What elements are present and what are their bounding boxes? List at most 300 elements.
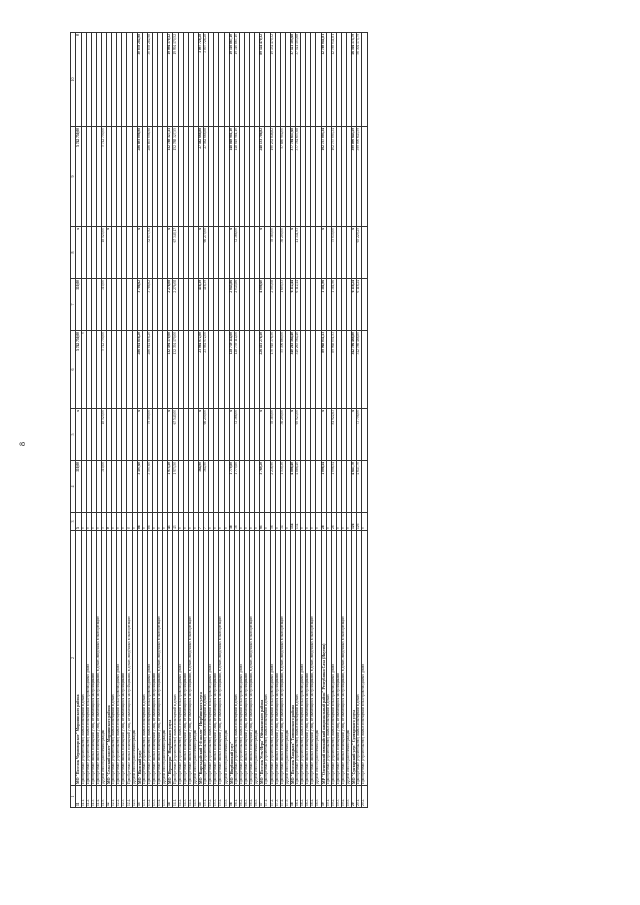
cell-name: Приобретение жилых помещений у лиц, не являющихся застройщиками, в домах, введённых в эксплуатацию xyxy=(280,531,285,786)
cell-c8: 67 340,17 xyxy=(173,227,178,279)
cell-c8: x xyxy=(229,227,234,279)
cell-c3: 58 xyxy=(270,513,275,531)
cell-no: 15.5. xyxy=(224,786,229,808)
table-container xyxy=(70,33,585,808)
cell-c5: x xyxy=(321,409,326,461)
cell-name: Приобретение (строительство) жилых помещений в домах xyxy=(142,531,147,786)
cell-c5: 79 509,00 xyxy=(147,409,152,461)
cell-c3: 0 xyxy=(158,513,163,531)
cell-c4: 3 597,60 xyxy=(147,461,152,513)
cell-no: 19.5. xyxy=(347,786,352,808)
cell-c3: 0 xyxy=(336,513,341,531)
cell-c7: 6 112,44 xyxy=(290,279,295,331)
cell-name: МО "Кыргыдайский 1-й наслег" Нюрбинского улуса xyxy=(198,531,203,786)
cell-c10 xyxy=(362,33,367,127)
cell-c7 xyxy=(362,279,367,331)
cell-c8: x xyxy=(137,227,142,279)
cell-no: 11.5. xyxy=(101,786,106,808)
cell-name: Приобретение жилых помещений у лиц, не являющихся застройщиками, в домах, введённых в эксплуатацию xyxy=(188,531,193,786)
cell-c8: x xyxy=(352,227,357,279)
cell-c8: 75 035,00 xyxy=(331,227,336,279)
cell-c8: 18 525,00 xyxy=(101,227,106,279)
cell-c3: 0 xyxy=(122,513,127,531)
cell-no: 13.2. xyxy=(147,786,152,808)
cell-c3: 28 xyxy=(331,513,336,531)
cell-no: 17.1. xyxy=(265,786,270,808)
cell-c3: 86 xyxy=(147,513,152,531)
cell-c3: 0 xyxy=(107,513,112,531)
cell-c6: 128 739 114,00 xyxy=(229,331,234,409)
cell-name: Приобретение жилых помещений у лиц, не являющихся застройщиками xyxy=(183,531,188,786)
cell-name: Приобретение жилых помещений у лиц, не являющихся застройщиками xyxy=(214,531,219,786)
cell-c5: 72 366,00 xyxy=(234,409,239,461)
cell-no: 19.2. xyxy=(331,786,336,808)
cell-name: Приобретение жилых помещений у лиц, не являющихся застройщиками, в домах, введённых в эксплуатацию xyxy=(158,531,163,786)
cell-no: 15.3. xyxy=(214,786,219,808)
cell-name: Приобретение (строительство) жилых помещений в быстровозводимых домах xyxy=(117,531,122,786)
cell-c7: 1 381,96 xyxy=(321,279,326,331)
cell-c5: 67 540,00 xyxy=(173,409,178,461)
cell-c3: 86 xyxy=(137,513,142,531)
cell-c3: 0 xyxy=(265,513,270,531)
cell-c9: 152 788 327,55 xyxy=(168,127,173,227)
cell-c10: 19 994 170,52 xyxy=(168,33,173,127)
cell-c8: x xyxy=(321,227,326,279)
cell-c10: 19 310 867,10 xyxy=(229,33,234,127)
cell-c6: 132 394 170,00 xyxy=(173,331,178,409)
cell-c5: x xyxy=(198,409,203,461)
cell-no: 13.4. xyxy=(158,786,163,808)
cell-c6: 132 394 170,00 xyxy=(168,331,173,409)
cell-c4: 310,00 xyxy=(101,461,106,513)
cell-name: Приобретение (строительство) жилых помещений в домах xyxy=(326,531,331,786)
cell-name: Приобретение (строительство) жилых помещений в домах xyxy=(173,531,178,786)
cell-no: 14.5. xyxy=(193,786,198,808)
cell-c3: 7 xyxy=(198,513,203,531)
cell-c7: 1 381,96 xyxy=(331,279,336,331)
cell-name: МО "Поселок Черноморское" Мирнинского района xyxy=(76,531,81,786)
cell-c10: 56 304 175,79 xyxy=(357,33,362,127)
cell-no: 16.5. xyxy=(255,786,260,808)
cell-c3: 43 xyxy=(173,513,178,531)
cell-name: Другой способ расселения граждан xyxy=(101,531,106,786)
cell-no: 16.3. xyxy=(244,786,249,808)
cell-c4: 1 973,50 xyxy=(168,461,173,513)
cell-name: Другой способ расселения граждан xyxy=(285,531,290,786)
cell-no: 19.1. xyxy=(326,786,331,808)
column-number-3: 3 xyxy=(71,513,76,531)
cell-c4: 1 530,30 xyxy=(280,461,285,513)
cell-name: МО "Поселок Хандыга" Томпонского района xyxy=(290,531,295,786)
cell-no: 18 xyxy=(290,786,295,808)
cell-c9: 152 788 327,55 xyxy=(173,127,178,227)
cell-name: Приобретение жилых помещений у лиц, не являющихся застройщиками xyxy=(275,531,280,786)
cell-c3: 0 xyxy=(193,513,198,531)
cell-name: МО "Поселок Усть-Нера" Оймяконского района xyxy=(260,531,265,786)
cell-name: Приобретение жилых помещений у лиц, не являющихся застройщиками xyxy=(306,531,311,786)
cell-c5: 81 922,63 xyxy=(331,409,336,461)
cell-name: Приобретение (строительство) жилых помещений в быстровозводимых домах xyxy=(331,531,336,786)
cell-c4 xyxy=(362,461,367,513)
cell-c3: 0 xyxy=(316,513,321,531)
cell-name: Приобретение жилых помещений у лиц, не являющихся застройщиками, в домах, введённых в эксплуатацию xyxy=(341,531,346,786)
cell-c9: 102 757 093,34 xyxy=(331,127,336,227)
cell-no: 15.4. xyxy=(219,786,224,808)
cell-name: Другой способ расселения граждан xyxy=(347,531,352,786)
column-number-6: 6 xyxy=(71,331,76,409)
cell-c3: 7 xyxy=(204,513,209,531)
cell-c4: 3 769,20 xyxy=(260,461,265,513)
column-number-7: 7 xyxy=(71,279,76,331)
cell-name: Приобретение (строительство) жилых помещений в домах xyxy=(357,531,362,786)
cell-c4: 1 779,80 xyxy=(229,461,234,513)
cell-c3: 134 xyxy=(296,513,301,531)
cell-c10: 0 xyxy=(76,33,81,127)
cell-c9: 286 893 098,98 xyxy=(147,127,152,227)
cell-c4: 3 597,60 xyxy=(137,461,142,513)
cell-name: Приобретение жилых помещений у лиц, не являющихся застройщиками, в домах, введённых в эксплуатацию xyxy=(96,531,101,786)
cell-c4: 1 098,54 xyxy=(321,461,326,513)
cell-c10: 89 324 470,32 xyxy=(260,33,265,127)
cell-c10: 19 994 170,52 xyxy=(173,33,178,127)
cell-c9 xyxy=(362,127,367,227)
cell-c5: x xyxy=(260,409,265,461)
cell-c5: x xyxy=(290,409,295,461)
cell-c10: 12 789 041,81 xyxy=(331,33,336,127)
cell-no: 17 xyxy=(260,786,265,808)
cell-c10: 12 789 041,81 xyxy=(321,33,326,127)
cell-c3: 0 xyxy=(341,513,346,531)
cell-c9: 399 090 643,59 xyxy=(357,127,362,227)
cell-name: Приобретение (строительство) жилых помещений в быстровозводимых домах xyxy=(239,531,244,786)
cell-c8: 66 275,00 xyxy=(204,227,209,279)
cell-no: 14.1. xyxy=(173,786,178,808)
cell-name: Другой способ расселения граждан xyxy=(255,531,260,786)
cell-c4: 364,90 xyxy=(204,461,209,513)
resettlement-table xyxy=(70,32,368,808)
cell-name: МО "Нюрбинский улус" xyxy=(229,531,234,786)
cell-c9: 27 582 668,88 xyxy=(204,127,209,227)
cell-c3: 0 xyxy=(153,513,158,531)
cell-c9: 5 742 750,00 xyxy=(76,127,81,227)
cell-no: 12.1. xyxy=(112,786,117,808)
cell-c3: 0 xyxy=(178,513,183,531)
cell-c10: 56 304 175,79 xyxy=(352,33,357,127)
cell-c6: 342 786 468,80 xyxy=(357,331,362,409)
cell-no: 11.2. xyxy=(86,786,91,808)
cell-c4: 1 098,54 xyxy=(331,461,336,513)
cell-c4: 364,90 xyxy=(198,461,203,513)
column-number-10: 10 xyxy=(71,33,76,127)
cell-c3: 0 xyxy=(127,513,132,531)
cell-c5: 66 250,00 xyxy=(204,409,209,461)
cell-c3: 0 xyxy=(96,513,101,531)
cell-c3: 0 xyxy=(275,513,280,531)
cell-no: 20 xyxy=(352,786,357,808)
cell-c3: 0 xyxy=(142,513,147,531)
cell-c6: 5 742 750,00 xyxy=(101,331,106,409)
cell-c3: 134 xyxy=(290,513,295,531)
cell-c3: 0 xyxy=(183,513,188,531)
cell-c3: 0 xyxy=(91,513,96,531)
cell-no: 20.2. xyxy=(362,786,367,808)
cell-no: 12.5. xyxy=(132,786,137,808)
cell-name: Приобретение жилых помещений у лиц, не являющихся застройщиками, в домах, введённых в эксплуатацию xyxy=(127,531,132,786)
cell-name: Приобретение жилых помещений у лиц, не являющихся застройщиками, в домах, введённых в эксплуатацию xyxy=(311,531,316,786)
cell-c3: 0 xyxy=(219,513,224,531)
cell-name: Другой способ расселения граждан xyxy=(193,531,198,786)
cell-c6: 170 918 376,50 xyxy=(270,331,275,409)
cell-c9: 248 133 786,82 xyxy=(260,127,265,227)
cell-c3: 5 xyxy=(76,513,81,531)
cell-no: 13.5. xyxy=(163,786,168,808)
cell-c5: x xyxy=(76,409,81,461)
cell-c10: 30 878 282,98 xyxy=(147,33,152,127)
cell-c5: x xyxy=(229,409,234,461)
cell-c3: 126 xyxy=(352,513,357,531)
cell-c9: 5 742 750,00 xyxy=(101,127,106,227)
cell-c3: 0 xyxy=(224,513,229,531)
cell-no: 15.2. xyxy=(209,786,214,808)
cell-no: 12.3. xyxy=(122,786,127,808)
cell-no: 16.2. xyxy=(239,786,244,808)
cell-no: 11.3. xyxy=(91,786,96,808)
cell-c9: 399 090 643,59 xyxy=(352,127,357,227)
cell-c3: 43 xyxy=(168,513,173,531)
cell-c6: 286 014 816,20 xyxy=(137,331,142,409)
cell-name: Приобретение (строительство) жилых помещений в быстровозводимых домах xyxy=(362,531,367,786)
cell-no: 18.4. xyxy=(311,786,316,808)
cell-name: Другой способ расселения граждан xyxy=(224,531,229,786)
cell-no: 11.4. xyxy=(96,786,101,808)
cell-c3: 38 xyxy=(229,513,234,531)
cell-no: 12.2. xyxy=(117,786,122,808)
cell-no: 18.3. xyxy=(306,786,311,808)
cell-name: Приобретение (строительство) жилых помещений в быстровозводимых домах xyxy=(147,531,152,786)
cell-c5: 73 756,00 xyxy=(357,409,362,461)
cell-name: МО "Намский улус" xyxy=(137,531,142,786)
cell-c6: 342 786 468,80 xyxy=(352,331,357,409)
cell-name: МО "Сельский наслег" Мирнинского района xyxy=(107,531,112,786)
cell-name: Приобретение жилых помещений у лиц, не являющихся застройщиками xyxy=(122,531,127,786)
cell-c6: 23 984 972,00 xyxy=(204,331,209,409)
cell-name: Приобретение (строительство) жилых помещений в быстровозводимых домах xyxy=(301,531,306,786)
cell-c9: 377 784 657,68 xyxy=(296,127,301,227)
cell-c6: 89 968 051,53 xyxy=(331,331,336,409)
cell-c3: 38 xyxy=(234,513,239,531)
column-number-4: 4 xyxy=(71,461,76,513)
cell-c8: x xyxy=(198,227,203,279)
cell-c8: 41 341,93 xyxy=(296,227,301,279)
cell-name: Приобретение (строительство) жилых помещений в быстровозводимых домах xyxy=(209,531,214,786)
cell-c7: 6 118,24 xyxy=(357,279,362,331)
cell-c3: 0 xyxy=(244,513,249,531)
cell-c5: 36 200,00 xyxy=(280,409,285,461)
cell-c7: 6 112,44 xyxy=(296,279,301,331)
cell-c6: 340 263 564,40 xyxy=(290,331,295,409)
cell-name: Приобретение жилых помещений у лиц, не являющихся застройщиками xyxy=(153,531,158,786)
cell-name: Приобретение жилых помещений у лиц, не являющихся застройщиками xyxy=(244,531,249,786)
cell-name: Приобретение жилых помещений у лиц, не являющихся застройщиками xyxy=(336,531,341,786)
column-number-2: 2 xyxy=(71,531,76,786)
cell-c9: 57 880 904,00 xyxy=(280,127,285,227)
table-body xyxy=(76,33,367,808)
cell-c9: 148 049 981,10 xyxy=(234,127,239,227)
cell-c8: 78 385,00 xyxy=(270,227,275,279)
cell-name: Приобретение жилых помещений у лиц, не являющихся застройщиками, в домах, введённых в эксплуатацию xyxy=(250,531,255,786)
cell-no: 18.1. xyxy=(296,786,301,808)
cell-c6: 340 263 564,40 xyxy=(296,331,301,409)
cell-c6: 89 968 051,53 xyxy=(321,331,326,409)
cell-c3: 34 xyxy=(280,513,285,531)
cell-c10: 37 521 103,68 xyxy=(290,33,295,127)
cell-name: Приобретение (строительство) жилых помещений в быстровозводимых домах xyxy=(86,531,91,786)
cell-name: Приобретение жилых помещений у лиц, не являющихся застройщиками, в домах, введённых в эксплуатацию xyxy=(219,531,224,786)
cell-no: 20.1. xyxy=(357,786,362,808)
column-number-9: 9 xyxy=(71,127,76,227)
cell-c7: 310,00 xyxy=(76,279,81,331)
cell-no: 14.3. xyxy=(183,786,188,808)
cell-c6: 0 xyxy=(81,331,86,409)
cell-no: 17.4. xyxy=(280,786,285,808)
cell-c3: 0 xyxy=(86,513,91,531)
cell-c5: x xyxy=(168,409,173,461)
cell-c5: 69 923,00 xyxy=(296,409,301,461)
cell-no: 16.4. xyxy=(250,786,255,808)
cell-c6: 23 984 972,00 xyxy=(198,331,203,409)
cell-no: 13.3. xyxy=(153,786,158,808)
cell-no: 12.4. xyxy=(127,786,132,808)
cell-c3: 0 xyxy=(188,513,193,531)
table-row xyxy=(362,33,367,808)
cell-no: 18.5. xyxy=(316,786,321,808)
cell-c3: 0 xyxy=(112,513,117,531)
cell-name: Приобретение (строительство) жилых помещений в домах xyxy=(296,531,301,786)
cell-c7: 4 098,60 xyxy=(260,279,265,331)
cell-c5: 78 385,00 xyxy=(270,409,275,461)
cell-c8: x xyxy=(107,227,112,279)
cell-no: 13 xyxy=(137,786,142,808)
page-number: 8 xyxy=(18,442,27,446)
cell-c8: x xyxy=(76,227,81,279)
cell-no: 19.3. xyxy=(336,786,341,808)
cell-c6: 128 739 114,00 xyxy=(234,331,239,409)
cell-c4: 2 238,90 xyxy=(270,461,275,513)
cell-name: Приобретение (строительство) жилых помещений в домах xyxy=(234,531,239,786)
cell-c9: 148 049 981,10 xyxy=(229,127,234,227)
cell-c3: 0 xyxy=(239,513,244,531)
cell-c8 xyxy=(362,227,367,279)
cell-name: Приобретение (строительство) жилых помещений в домах xyxy=(112,531,117,786)
cell-no: 11 xyxy=(76,786,81,808)
cell-c8: x xyxy=(168,227,173,279)
cell-c7: 6 118,24 xyxy=(352,279,357,331)
cell-name: Другой способ расселения граждан xyxy=(132,531,137,786)
cell-c7: 3 786,62 xyxy=(137,279,142,331)
cell-c4: 4 647,70 xyxy=(352,461,357,513)
cell-c8: 36 200,00 xyxy=(280,227,285,279)
cell-c3: 93 xyxy=(260,513,265,531)
cell-c10: 30 878 282,98 xyxy=(137,33,142,127)
cell-c3: 0 xyxy=(362,513,367,531)
column-number-1: 1 xyxy=(71,786,76,808)
cell-name: МО "Сунтарский улус" Сунтарского улуса xyxy=(352,531,357,786)
cell-c3: 0 xyxy=(81,513,86,531)
cell-c3: 0 xyxy=(301,513,306,531)
cell-c10: 19 310 867,10 xyxy=(234,33,239,127)
cell-c6: 286 014 816,20 xyxy=(147,331,152,409)
cell-c7: 416,39 xyxy=(198,279,203,331)
cell-no: 13.1. xyxy=(142,786,147,808)
cell-c3: 0 xyxy=(117,513,122,531)
cell-no: 14.4. xyxy=(188,786,193,808)
cell-c6: 55 396 860,00 xyxy=(280,331,285,409)
cell-c7: 2 045,86 xyxy=(234,279,239,331)
cell-c6: 5 742 750,00 xyxy=(76,331,81,409)
cell-c8: 72 366,00 xyxy=(234,227,239,279)
column-number-8: 8 xyxy=(71,227,76,279)
cell-c3: 0 xyxy=(250,513,255,531)
cell-c6: 226 415 276,50 xyxy=(260,331,265,409)
cell-c10: 3 097 728,28 xyxy=(204,33,209,127)
cell-c7: 2 593,08 xyxy=(270,279,275,331)
cell-c3: 0 xyxy=(285,513,290,531)
cell-c5: x xyxy=(137,409,142,461)
cell-no: 15.1. xyxy=(204,786,209,808)
cell-c8: x xyxy=(260,227,265,279)
cell-no: 14.2. xyxy=(178,786,183,808)
cell-no: 16.1. xyxy=(234,786,239,808)
cell-no: 18.2. xyxy=(301,786,306,808)
cell-c9: 27 582 668,88 xyxy=(198,127,203,227)
cell-c6 xyxy=(362,331,367,409)
cell-name: МО "Нерюнгри" Нюрбинского улуса xyxy=(168,531,173,786)
cell-name: Другой способ расселения граждан xyxy=(163,531,168,786)
cell-c4: 4 886,40 xyxy=(296,461,301,513)
cell-c9: 102 757 093,34 xyxy=(321,127,326,227)
cell-c3: 5 xyxy=(101,513,106,531)
cell-no: 12 xyxy=(107,786,112,808)
cell-name: Приобретение (строительство) жилых помещений в быстровозводимых домах xyxy=(270,531,275,786)
cell-c3: 0 xyxy=(132,513,137,531)
cell-c9: 377 784 657,68 xyxy=(290,127,295,227)
cell-c4: 4 886,40 xyxy=(290,461,295,513)
cell-c10: 19 334 470,32 xyxy=(270,33,275,127)
cell-c8: 32 077,92 xyxy=(147,227,152,279)
cell-c4: 1 973,50 xyxy=(173,461,178,513)
cell-c9: 190 252 846,82 xyxy=(270,127,275,227)
cell-name: Приобретение (строительство) жилых помещений в домах xyxy=(204,531,209,786)
cell-c3: 0 xyxy=(255,513,260,531)
cell-c7: 2 045,86 xyxy=(229,279,234,331)
cell-c8: x xyxy=(290,227,295,279)
cell-c4: 1 779,80 xyxy=(234,461,239,513)
cell-no: 17.3. xyxy=(275,786,280,808)
cell-no: 19.4. xyxy=(341,786,346,808)
cell-c3: 0 xyxy=(214,513,219,531)
cell-c3: 0 xyxy=(326,513,331,531)
cell-c7: 2 276,08 xyxy=(168,279,173,331)
cell-c3: 0 xyxy=(209,513,214,531)
cell-name: Приобретение жилых помещений у лиц, не являющихся застройщиками xyxy=(91,531,96,786)
cell-c7: 416,39 xyxy=(204,279,209,331)
cell-no: 19 xyxy=(321,786,326,808)
cell-name: МР "Оленекский эвенкийский национальный район" Республики Саха (Якутия) xyxy=(321,531,326,786)
cell-c7: 3 786,62 xyxy=(147,279,152,331)
cell-no: 15 xyxy=(198,786,203,808)
column-number-5: 5 xyxy=(71,409,76,461)
cell-c4: 4 647,70 xyxy=(357,461,362,513)
